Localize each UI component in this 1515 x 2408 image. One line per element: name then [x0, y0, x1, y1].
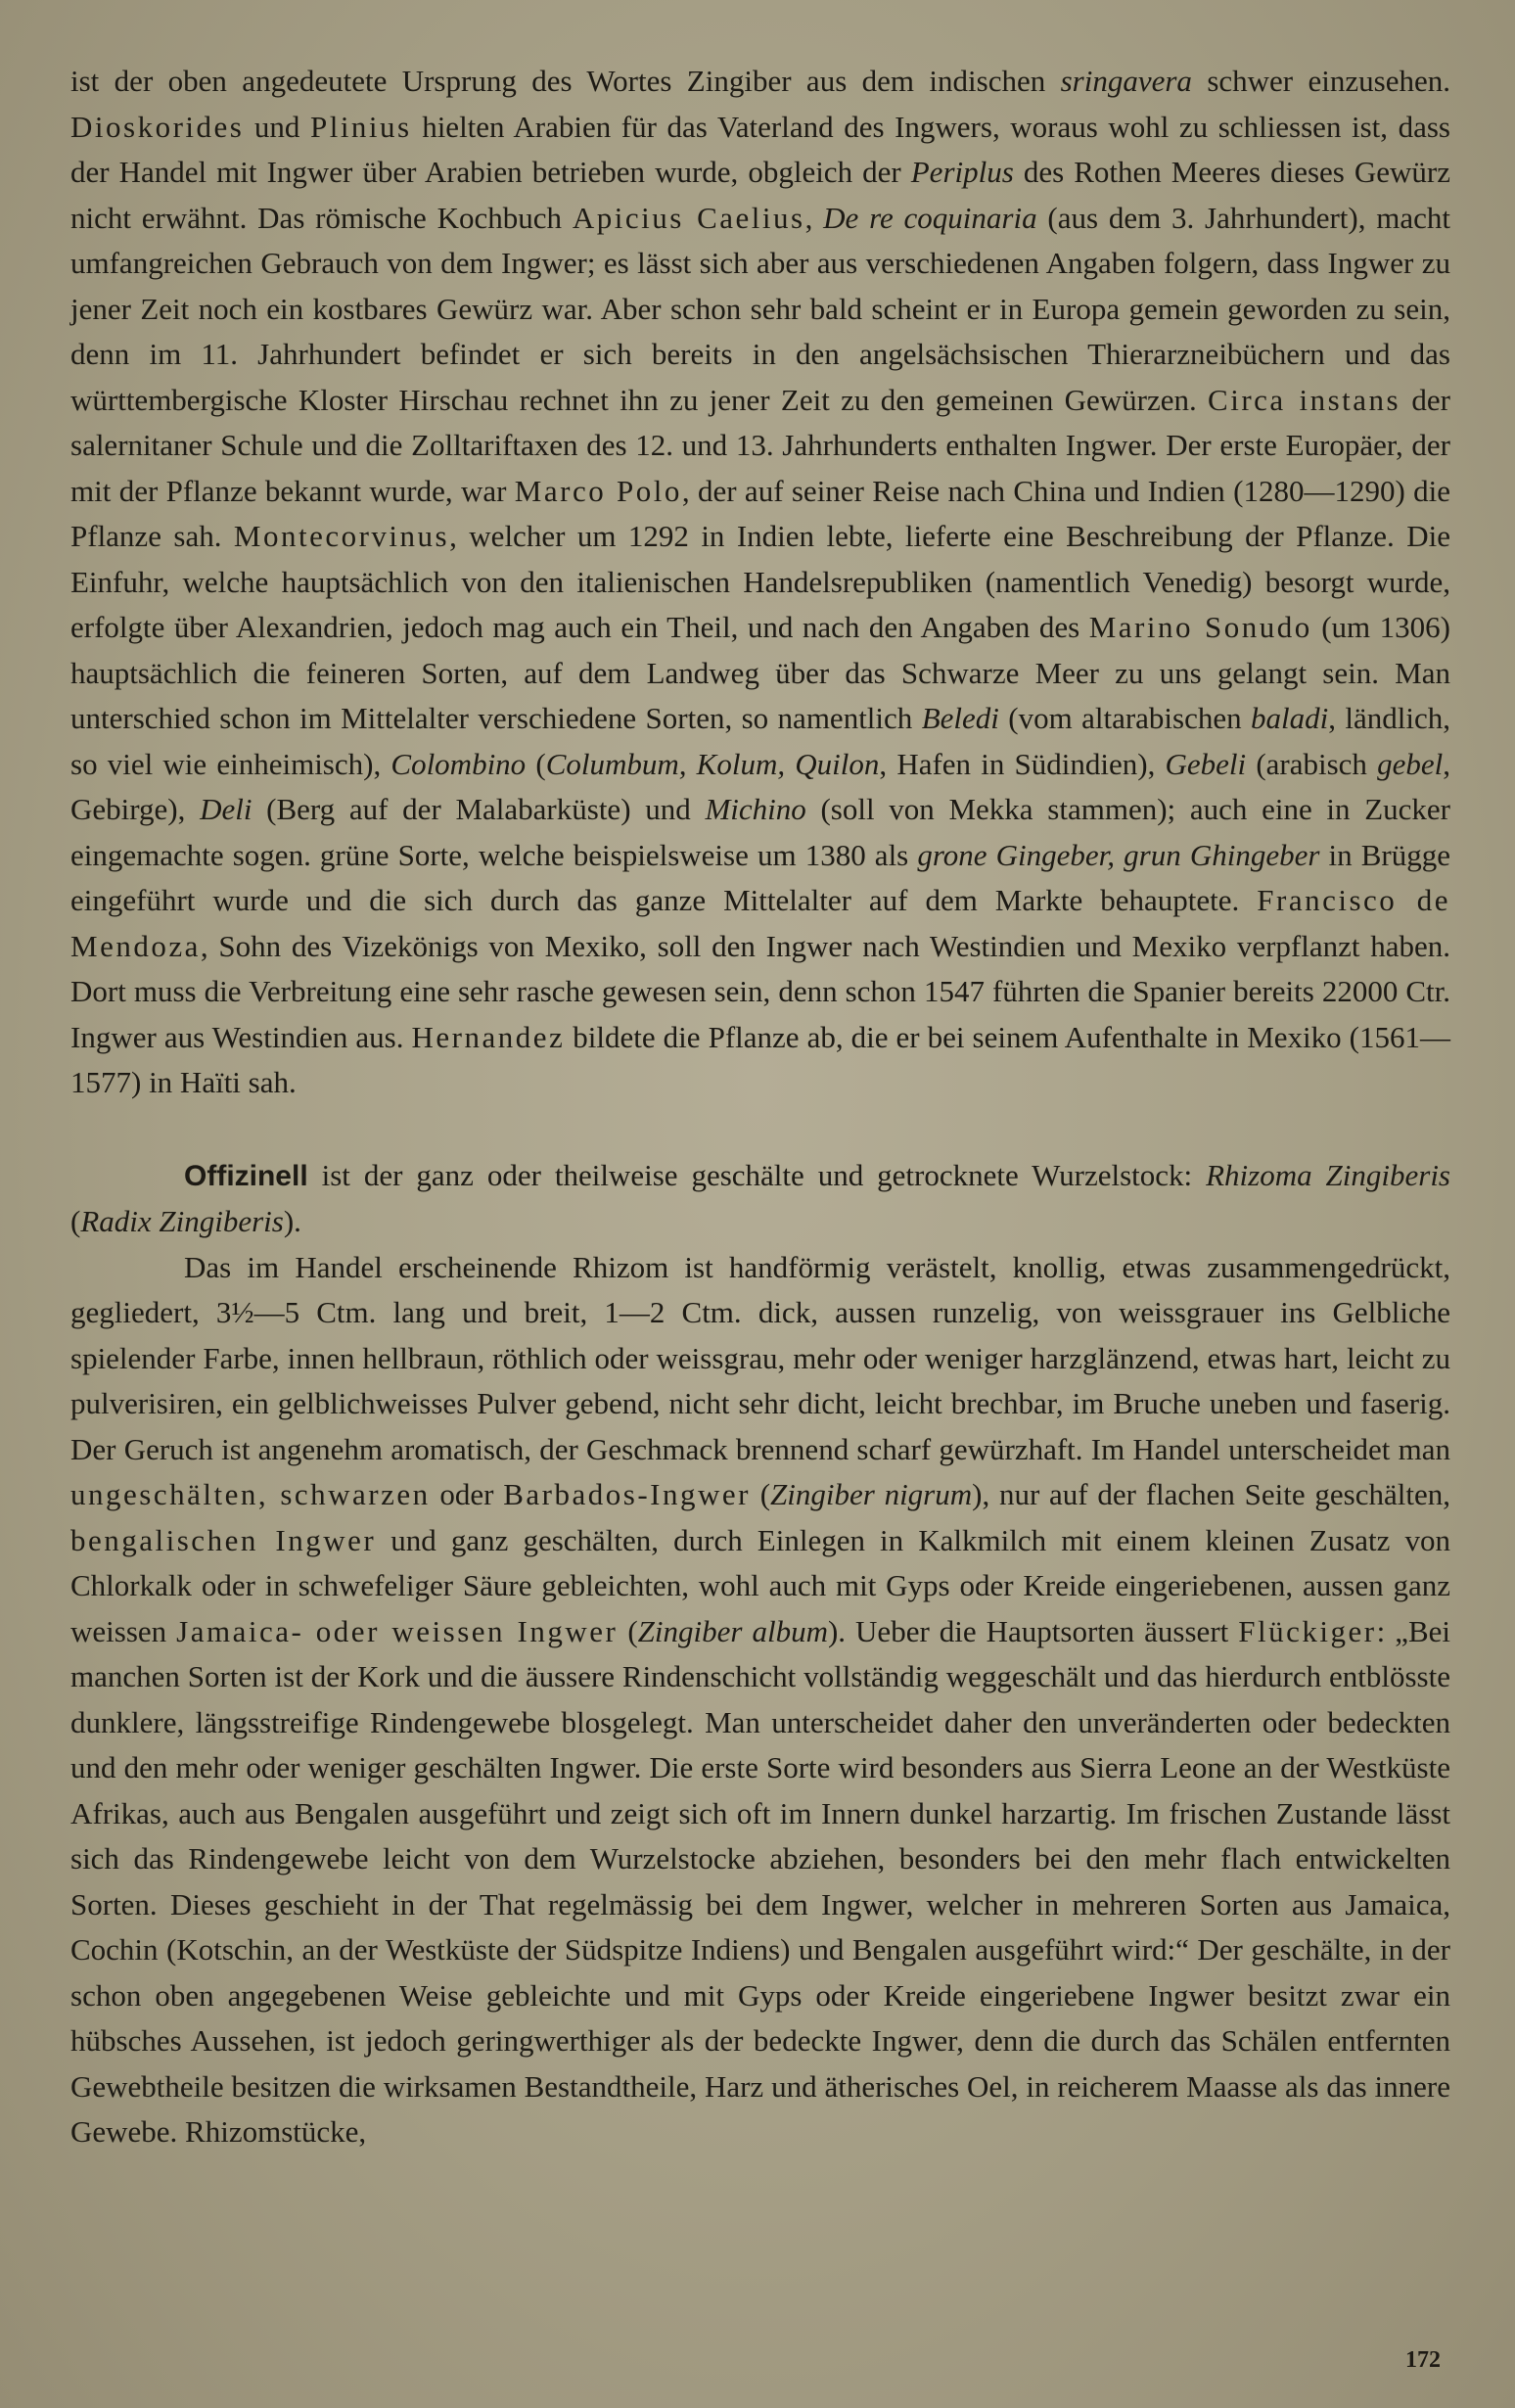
italic-term: Beledi	[921, 701, 999, 735]
section-keyword: Offizinell	[184, 1159, 308, 1192]
italic-term: De re coquinaria	[823, 200, 1037, 235]
text-run: : „Bei manchen Sorten ist der Kork und die äussere Rindenschicht vollständig weggeschält und das hierdurch entblösste dunklere, längsstreifige Rindengewebe blosgelegt. Man unterscheidet daher den unveränderten oder bedeckten und den mehr oder weniger geschälten Ingwer. Die erste Sorte wird besonders aus Sierra Leone an der Westküste Afrikas, auch aus Bengalen ausgeführt und zeigt sich oft im Innern dunkel harzartig. Im frischen Zustande lässt sich das Rindengewebe leicht von dem Wurzelstocke abziehen, besonders bei den mehr flach entwickelten Sorten. Dieses geschieht in der That regelmässig bei dem Ingwer, welcher in mehreren Sorten aus Jamaica, Cochin (Kotschin, an der Westküste der Südspitze Indiens) und Bengalen ausgeführt wird:“ Der geschälte, in der schon oben angegebenen Weise gebleichte und mit Gyps oder Kreide eingeriebene Ingwer besitzt zwar ein hübsches Aussehen, ist jedoch geringwerthiger als der bedeckte Ingwer, denn die durch das Schälen entfernten Gewebtheile besitzen die wirksamen Bestandtheile, Harz und ätherisches Oel, in reicherem Maasse als das innere Gewebe. Rhizomstücke,	[70, 1613, 1451, 2149]
page-text	[70, 59, 1450, 2155]
text-run: , Hafen in Südindien),	[879, 746, 1166, 781]
italic-term: Periplus	[910, 155, 1014, 189]
paragraph-history	[70, 59, 1450, 1106]
italic-term: Gebeli	[1165, 746, 1247, 781]
spaced-name: Marino Sonudo	[1088, 610, 1312, 644]
text-run: und	[244, 109, 310, 144]
text-run: (aus dem 3. Jahrhundert), macht umfangreichen Gebrauch von dem Ingwer; es lässt sich aber aus verschiedenen Angaben folgern, dass Ingwer zu jener Zeit noch ein kostbares Gewürz war. Aber schon sehr bald scheint er in Europa gemein geworden zu sein, denn im 11. Jahrhundert befindet er sich bereits in den angelsächsischen Thierarzneibüchern und das württembergische Kloster Hirschau rechnet ihn zu jener Zeit zu den gemeinen Gewürzen.	[70, 200, 1451, 417]
text-run: ).	[283, 1204, 301, 1238]
italic-term: baladi	[1251, 701, 1329, 735]
spaced-name: ungeschälten, schwarzen	[70, 1477, 431, 1511]
text-run: (vom altarabischen	[998, 701, 1252, 735]
text-run: ist der oben angedeutete Ursprung des Wortes Zingiber aus dem indischen	[70, 64, 1061, 98]
italic-term: Zingiber album	[637, 1613, 828, 1648]
text-run: (soll von Mekka stammen); auch eine in Zucker eingemachte sogen. grüne Sorte, welche beispielsweise um 1380 als	[70, 792, 1451, 872]
text-run: (Berg auf der Malabarküste) und	[252, 792, 706, 826]
text-run: Das im Handel erscheinende Rhizom ist handförmig verästelt, knollig, etwas zusammengedrückt, gegliedert, 3½—5 Ctm. lang und breit, 1—2 Ctm. dick, aussen runzelig, von weissgrauer ins Gelbliche spielender Farbe, innen hellbraun, röthlich oder weissgrau, mehr oder weniger harzglänzend, etwas hart, leicht zu pulverisiren, ein gelblichweisses Pulver gebend, nicht sehr dicht, leicht brechbar, im Bruche uneben und faserig. Der Geruch ist angenehm aromatisch, der Geschmack brennend scharf gewürzhaft. Im Handel unterscheidet man	[70, 1249, 1450, 1466]
italic-term: grone Gingeber, grun Ghingeber	[917, 837, 1320, 872]
spaced-name: bengalischen Ingwer	[70, 1522, 377, 1557]
italic-term: Michino	[705, 792, 806, 826]
spaced-name: Montecorvinus	[233, 519, 450, 553]
italic-term: sringavera	[1060, 64, 1192, 98]
text-run: hielten Arabien für das Vaterland des Ingwers, woraus wohl zu schliessen ist, dass der Handel mit Ingwer über Arabien betrieben wurde, obgleich der	[70, 109, 1450, 189]
text-run: und ganz geschälten, durch Einlegen in Kalkmilch mit einem kleinen Zusatz von Chlorkalk oder in schwefeliger Säure gebleichten, wohl auch mit Gyps oder Kreide eingeriebenen, aussen ganz weissen	[70, 1522, 1450, 1648]
paragraph-description	[70, 1245, 1450, 2155]
text-run: oder	[430, 1477, 504, 1511]
spaced-name: Marco Polo	[514, 473, 682, 508]
italic-term: gebel	[1377, 746, 1444, 781]
text-run: (	[750, 1477, 771, 1511]
text-run: in Brügge eingeführt wurde und die sich durch das ganze Mittelalter auf dem Markte behauptete.	[70, 837, 1450, 917]
text-run: ist der ganz oder theilweise geschälte und getrocknete Wurzelstock:	[307, 1157, 1207, 1192]
text-run: , welcher um 1292 in Indien lebte, lieferte eine Beschreibung der Pflanze. Die Einfuhr, welche hauptsächlich von den italienischen Handelsrepubliken (namentlich Venedig) besorgt wurde, erfolgte über Alexandrien, jedoch mag auch ein Theil, und nach den Angaben des	[70, 519, 1450, 644]
text-run: ), nur auf der flachen Seite geschälten,	[972, 1477, 1450, 1511]
text-run: ,	[804, 200, 824, 235]
spaced-name: Plinius	[309, 109, 412, 144]
text-run: , Sohn des Vizekönigs von Mexiko, soll den Ingwer nach Westindien und Mexiko verpflanzt haben. Dort muss die Verbreitung eine sehr rasche gewesen sein, denn schon 1547 führten die Spanier bereits 22000 Ctr. Ingwer aus Westindien aus.	[70, 928, 1450, 1054]
spaced-name: Dioskorides	[70, 109, 245, 144]
text-run: (arabisch	[1246, 746, 1378, 781]
text-run: der salernitaner Schule und die Zolltariftaxen des 12. und 13. Jahrhunderts enthalten Ingwer. Der erste Europäer, der mit der Pflanze bekannt wurde, war	[70, 382, 1450, 508]
italic-term: Rhizoma Zingiberis	[1206, 1157, 1450, 1192]
text-run: , Gebirge),	[70, 746, 1451, 826]
text-run: des Rothen Meeres dieses Gewürz nicht erwähnt. Das römische Kochbuch	[70, 155, 1450, 235]
text-run: , der auf seiner Reise nach China und Indien (1280—1290) die Pflanze sah.	[70, 473, 1450, 553]
spaced-name: Apicius Caelius	[572, 200, 805, 235]
spaced-name: Hernandez	[411, 1019, 566, 1054]
text-run: ). Ueber die Hauptsorten äussert	[827, 1613, 1239, 1648]
page-number: 172	[1405, 2347, 1441, 2373]
spaced-name: Francisco de Mendoza	[70, 883, 1450, 963]
spaced-name: Jamaica- oder weissen Ingwer	[176, 1613, 619, 1648]
text-run: bildete die Pflanze ab, die er bei seinem Aufenthalte in Mexiko (1561—1577) in Haïti sah.	[70, 1019, 1450, 1099]
italic-term: Zingiber nigrum	[770, 1477, 973, 1511]
italic-term: Deli	[200, 792, 252, 826]
italic-term: Colombino	[390, 746, 527, 781]
italic-term: Columbum, Kolum, Quilon	[545, 746, 880, 781]
text-run: (	[526, 746, 546, 781]
paragraph-officinal	[70, 1153, 1450, 1245]
text-run: schwer einzusehen.	[1191, 64, 1450, 98]
spaced-name: Flückiger	[1238, 1613, 1377, 1648]
text-run: , ländlich, so viel wie einheimisch),	[70, 701, 1450, 781]
italic-term: Radix Zingiberis	[80, 1204, 284, 1238]
text-run: (	[70, 1204, 81, 1238]
spaced-name: Circa instans	[1208, 382, 1401, 417]
spaced-name: Barbados-Ingwer	[503, 1477, 751, 1511]
text-run: (	[618, 1613, 638, 1648]
text-run: (um 1306) hauptsächlich die feineren Sorten, auf dem Landweg über das Schwarze Meer zu uns gelangt sein. Man unterschied schon im Mittelalter verschiedene Sorten, so namentlich	[70, 610, 1451, 735]
